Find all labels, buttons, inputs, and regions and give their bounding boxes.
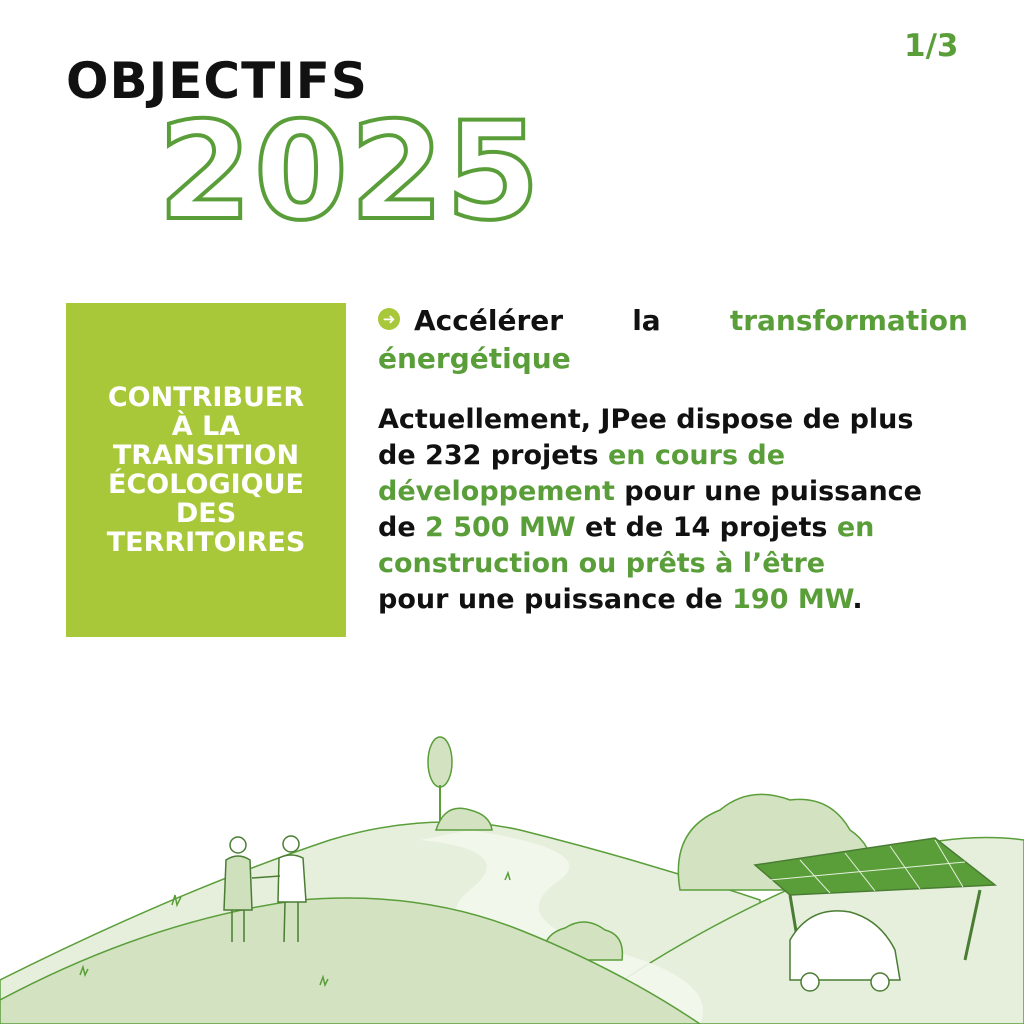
headline-word-highlight: énergétique <box>378 341 571 375</box>
theme-box <box>66 303 346 637</box>
theme-line: DES <box>175 498 237 530</box>
headline-lead <box>378 302 563 340</box>
body-text: et de 14 projets <box>575 511 837 543</box>
theme-line: TRANSITION <box>112 439 300 471</box>
body-text: Actuellement, JPee dispose de plus <box>378 404 914 435</box>
year-outline-heading: 2025 <box>158 93 542 250</box>
theme-line: ÉCOLOGIQUE <box>108 469 304 500</box>
theme-line: CONTRIBUER <box>107 381 305 413</box>
page-title: OBJECTIFS <box>66 52 368 110</box>
body-highlight: développement <box>378 475 615 507</box>
body-highlight: construction ou prêts à l’être <box>378 547 826 579</box>
body-paragraph <box>378 402 978 617</box>
landscape-illustration <box>0 690 1024 1024</box>
headline-word: la <box>632 304 661 337</box>
objective-headline <box>378 302 968 377</box>
body-highlight: en <box>836 511 875 543</box>
body-text: de <box>378 511 426 543</box>
theme-box-text <box>97 383 316 558</box>
tree-icon <box>428 737 492 830</box>
body-highlight: en cours de <box>607 439 786 471</box>
body-text: . <box>852 583 863 615</box>
body-text: pour une puissance de <box>378 583 733 615</box>
arrow-right-icon: ➜ <box>378 308 400 330</box>
theme-line: TERRITOIRES <box>106 527 306 559</box>
theme-line: À LA <box>171 410 241 442</box>
body-highlight: 190 MW <box>732 583 853 615</box>
headline-row <box>378 302 968 340</box>
page-indicator: 1/3 <box>904 28 959 64</box>
body-highlight: 2 500 MW <box>425 511 576 543</box>
headline-word: Accélérer <box>414 304 564 337</box>
body-text: de 232 projets <box>378 439 608 471</box>
headline-word-highlight: transformation <box>729 304 968 337</box>
body-text: pour une puissance <box>614 475 922 507</box>
